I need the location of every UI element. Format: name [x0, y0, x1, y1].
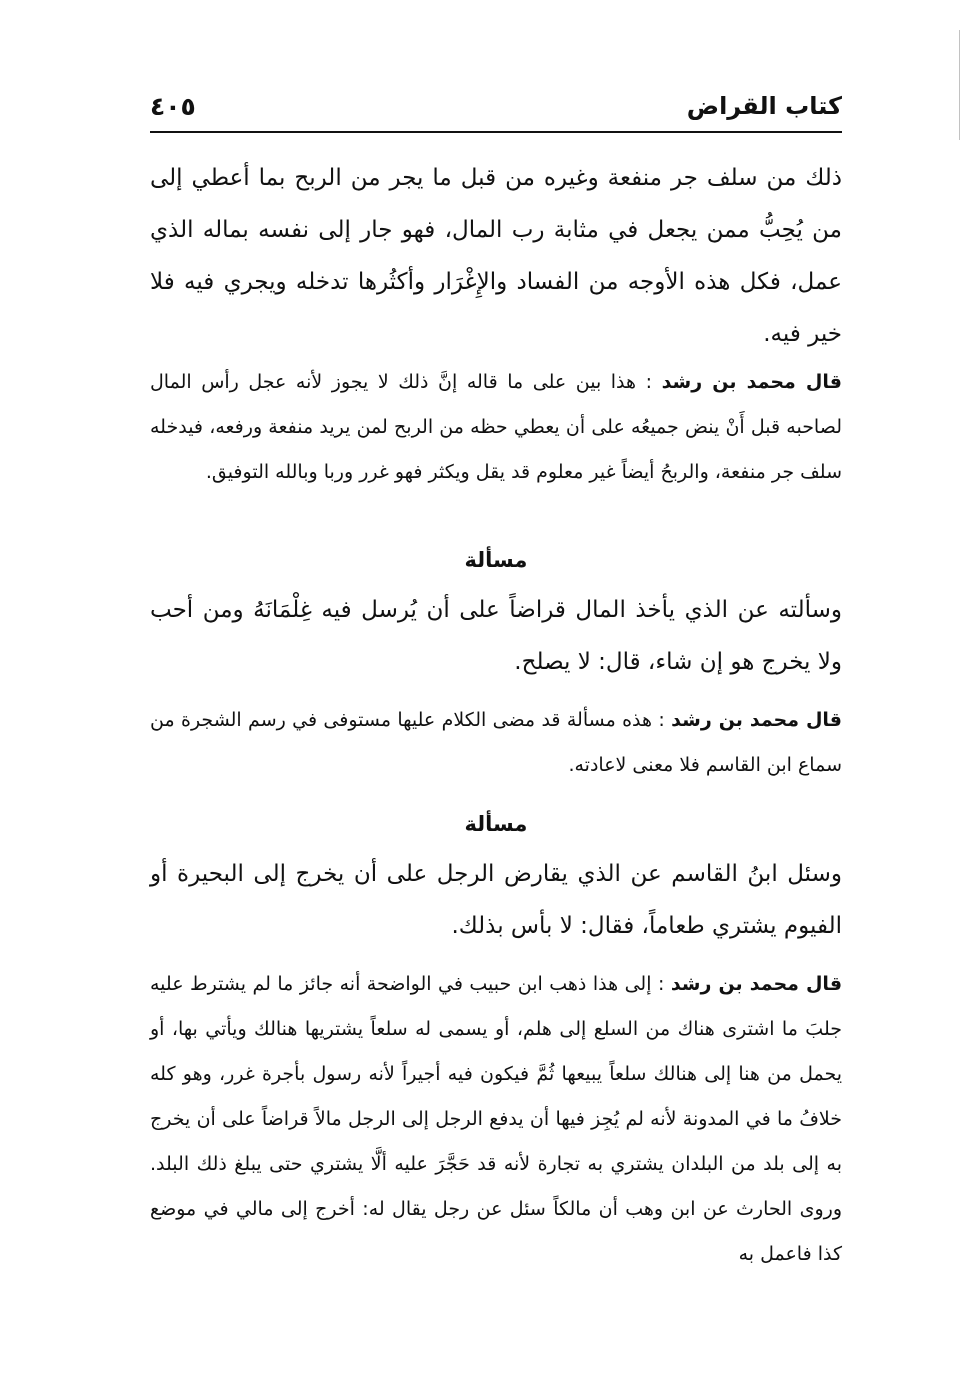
- commentary-paragraph-3: [150, 962, 842, 1277]
- commentary-author-lead: قال محمد بن رشد: [670, 973, 843, 995]
- page-number: ٤٠٥: [150, 92, 196, 121]
- question-paragraph-1: وسألته عن الذي يأخذ المال قراضاً على أن يُرسل فيه غِلْمَانَهُ ومن أحب ولا يخرج هو إن شاء، قال: لا يصلح.: [150, 597, 842, 675]
- section-heading-1: مسألة: [464, 548, 528, 572]
- scan-edge-mark: [957, 30, 960, 140]
- colon-separator: :: [658, 709, 665, 731]
- commentary-text: هذا بين على ما قاله إنَّ ذلك لا يجوز لأنه عجل رأس المال لصاحبه قبل أَنْ ينض جميعُه على أن يعطي حظه من الربح لمن يريد منفعة ورفعه، فيدخله سلف جر منفعة، والربحُ أيضاً غير معلوم قد يقل ويكثر فهو غرر وربا وبالله التوفيق.: [150, 371, 842, 483]
- book-title: كتاب القراض: [686, 92, 842, 120]
- commentary-text: هذه مسألة قد مضى الكلام عليها مستوفى في رسم الشجرة من سماع ابن القاسم فلا معنى لاعادته.: [150, 709, 842, 776]
- section-heading-2: مسألة: [464, 812, 528, 836]
- header-rule: [150, 131, 842, 133]
- paragraph-continuation: ذلك من سلف جر منفعة وغيره من قبل ما يجر من الربح بما أعطي إلى من يُحِبُّ ممن يجعل في مثابة رب المال، فهو جار إلى نفسه بماله الذي عمل، فكل هذه الأوجه من الفساد والإِغْرَار وأكثُرها تدخله ويجري فيه فلا خير فيه.: [150, 165, 842, 347]
- commentary-author-lead: قال محمد بن رشد: [661, 371, 842, 393]
- question-paragraph-2: وسئل ابنُ القاسم عن الذي يقارض الرجل على أن يخرج إلى البحيرة أو الفيوم يشتري طعاماً، فقال: لا بأس بذلك.: [150, 861, 842, 939]
- colon-separator: :: [645, 371, 653, 393]
- commentary-text: إلى هذا ذهب ابن حبيب في الواضحة أنه جائز ما لم يشترط عليه جلبَ ما اشترى هناك من السلع إلى هلم، أو يسمى له سلعاً يشتريها هنالك ويأتي بها، أو يحمل من هنا إلى هنالك سلعاً يبيعها ثُمَّ فيكون فيه أجيراً لأنه رسول بأجرة غرر، وهو كله خلافُ ما في المدونة لأنه لم يُجِز فيها أن يدفع الرجل إلى الرجل مالاً قراضاً على أن يخرج به إلى بلد من البلدان يشتري به تجارة لأنه قد حَجَّرَ عليه ألَّا يشتري حتى يبلغ ذلك البلد. وروى الحارث عن ابن وهب أن مالكاً سئل عن رجل يقال له: أخرج إلى مالي في موضع كذا فاعمل به: [150, 973, 842, 1265]
- commentary-paragraph-2: [150, 698, 842, 788]
- colon-separator: :: [657, 973, 665, 995]
- commentary-paragraph-1: [150, 360, 842, 495]
- running-header: [150, 88, 842, 136]
- commentary-author-lead: قال محمد بن رشد: [671, 709, 843, 731]
